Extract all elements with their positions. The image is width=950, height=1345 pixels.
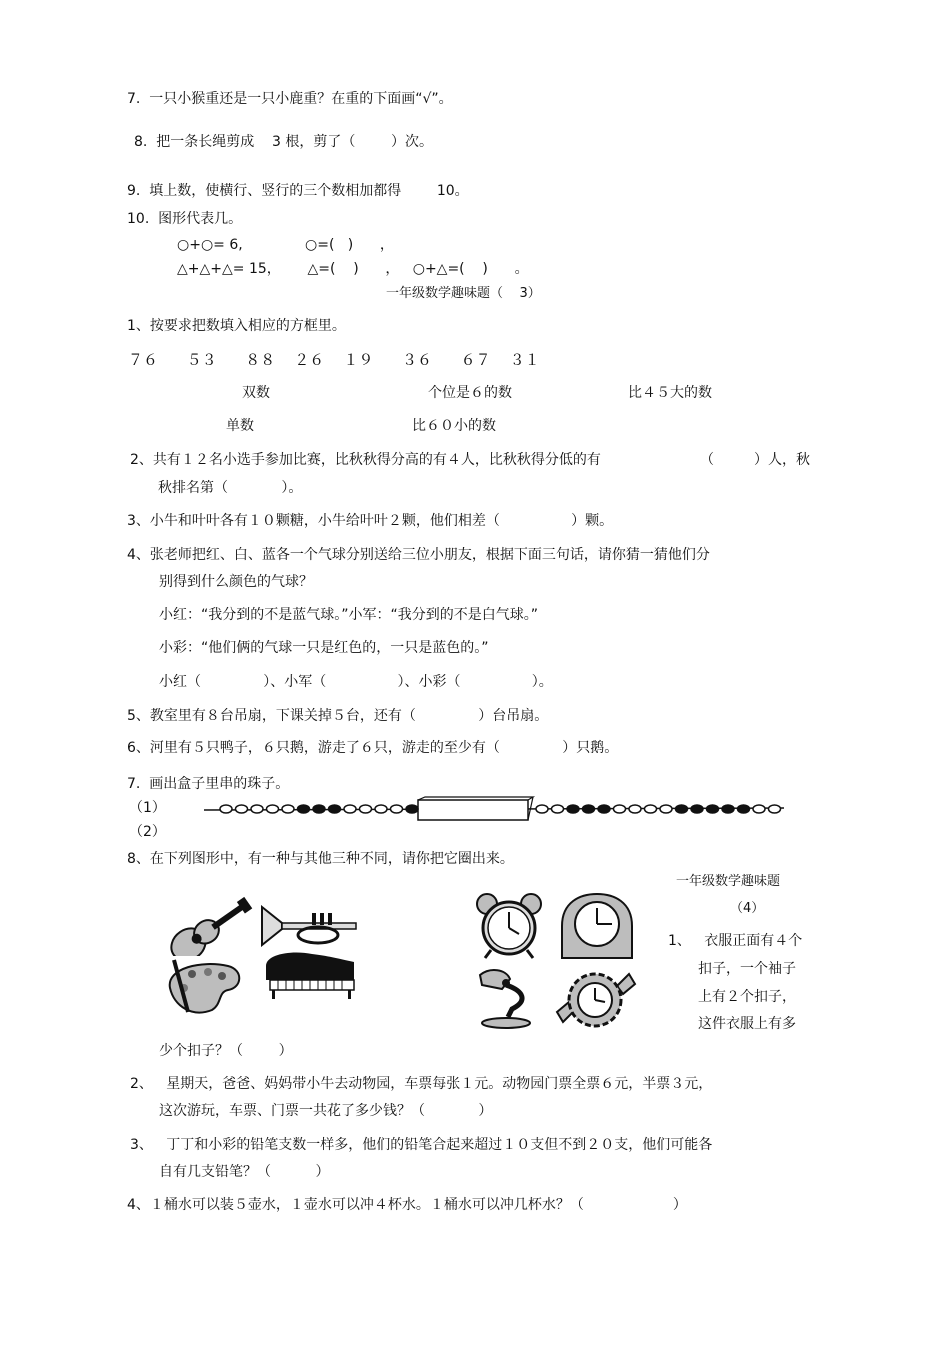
hollow-bead: [267, 805, 279, 813]
hollow-bead: [753, 805, 765, 813]
alarm-clock-icon: [473, 892, 545, 960]
trumpet-icon: [260, 905, 360, 947]
hollow-bead: [375, 805, 387, 813]
s4-question-3-line1: 3、 丁丁和小彩的铅笔支数一样多，他们的铅笔合起来超过１０支但不到２０支，他们可能各: [130, 1137, 713, 1153]
s3-number-list: ７６ ５３ ８８ ２６ １９ ３６ ６７ ３１: [128, 351, 540, 369]
hollow-bead: [360, 805, 372, 813]
s4-question-2-line2: 这次游玩，车票、门票一共花了多少钱？（ ）: [159, 1103, 493, 1119]
black-bead: [583, 805, 595, 813]
s3-question-3: 3、小牛和叶叶各有１０颗糖，小牛给叶叶２颗，他们相差（ ）颗。: [127, 513, 614, 529]
s3-question-2-line2: 秋排名第（ ）。: [158, 480, 303, 496]
piano-icon: [262, 950, 357, 1000]
palette-icon: [162, 958, 244, 1016]
s3-question-8: 8、在下列图形中，有一种与其他三种不同，请你把它圈出来。: [127, 851, 514, 867]
s3-question-4-line1: 4、张老师把红、白、蓝各一个气球分别送给三位小朋友，根据下面三句话，请你猜一猜他们分: [127, 547, 710, 563]
hollow-bead: [236, 805, 248, 813]
s3-question-6: 6、河里有５只鸭子，６只鹅，游走了６只，游走的至少有（ ）只鹅。: [127, 740, 619, 756]
question-7-monkey-deer: 7. 一只小猴重还是一只小鹿重？在重的下面画“√”。: [127, 91, 453, 107]
black-bead: [707, 805, 719, 813]
hollow-bead: [251, 805, 263, 813]
black-bead: [406, 805, 418, 813]
hollow-bead: [282, 805, 294, 813]
black-bead: [691, 805, 703, 813]
s3-question-4-line2: 别得到什么颜色的气球？: [159, 574, 313, 590]
box-label-less-60: 比６０小的数: [412, 418, 496, 434]
s3-question-7-part2: （2）: [129, 824, 166, 840]
desk-lamp-icon: [476, 967, 536, 1029]
question-9-sum-grid: 9. 填上数，使横行、竖行的三个数相加都得 10。: [127, 183, 469, 199]
s3-question-2-blank: （ ）人，秋: [700, 452, 811, 468]
s4-question-4: 4、１桶水可以装５壶水，１壶水可以冲４杯水。１桶水可以冲几杯水？（ ）: [127, 1197, 687, 1213]
hollow-bead: [645, 805, 657, 813]
hollow-bead: [552, 805, 564, 813]
black-bead: [738, 805, 750, 813]
s3-question-4-line3: 小红：“我分到的不是蓝气球。”小军：“我分到的不是白气球。”: [159, 607, 539, 623]
question-10-line1: ○+○= 6, ○=( ) ，: [177, 237, 394, 253]
black-bead: [313, 805, 325, 813]
black-bead: [722, 805, 734, 813]
s4-question-1-line4: 这件衣服上有多: [698, 1016, 796, 1032]
s3-question-7-part1: （1）: [129, 800, 166, 816]
s3-question-7: 7. 画出盒子里串的珠子。: [127, 776, 290, 792]
hollow-bead: [629, 805, 641, 813]
question-10-line2: △+△+△= 15， △=( ) ， ○+△=( ) 。: [177, 261, 529, 277]
hollow-bead: [344, 805, 356, 813]
black-bead: [676, 805, 688, 813]
question-8-rope: 8. 把一条长绳剪成 3 根，剪了（ ）次。: [134, 134, 434, 150]
hollow-bead: [391, 805, 403, 813]
box-label-even: 双数: [242, 385, 270, 401]
s4-question-1-line5: 少个扣子？（ ）: [159, 1043, 293, 1059]
wristwatch-icon: [555, 966, 637, 1030]
hollow-bead: [769, 805, 781, 813]
s4-question-1-line3: 上有２个扣子，: [698, 989, 796, 1005]
guitar-icon: [160, 888, 255, 956]
black-bead: [598, 805, 610, 813]
s3-question-2-line1: 2、共有１２名小选手参加比赛，比秋秋得分高的有４人，比秋秋得分低的有: [130, 452, 601, 468]
section-3-title: 一年级数学趣味题（ 3）: [386, 286, 541, 301]
box-label-greater-45: 比４５大的数: [628, 385, 712, 401]
black-bead: [298, 805, 310, 813]
s3-question-4-line5: 小红（ ）、小军（ ）、小彩（ ）。: [159, 674, 553, 690]
bead-string-diagram: [200, 796, 790, 826]
black-bead: [329, 805, 341, 813]
s4-question-2-line1: 2、 星期天，爸爸、妈妈带小牛去动物园，车票每张１元。动物园门票全票６元，半票３元，: [130, 1076, 713, 1092]
s4-question-3-line2: 自有几支铅笔？（ ）: [159, 1164, 330, 1180]
s4-question-1-line1: 1、 衣服正面有４个: [668, 933, 803, 949]
hollow-bead: [536, 805, 548, 813]
s3-question-4-line4: 小彩：“他们俩的气球一只是红色的，一只是蓝色的。”: [159, 640, 489, 656]
wall-clock-icon: [558, 892, 636, 960]
hollow-bead: [614, 805, 626, 813]
hollow-bead: [660, 805, 672, 813]
black-bead: [567, 805, 579, 813]
box-label-ones-six: 个位是６的数: [428, 385, 512, 401]
section-4-title: 一年级数学趣味题: [676, 874, 781, 889]
s3-question-1: 1、按要求把数填入相应的方框里。: [127, 318, 346, 334]
question-10-shapes: 10. 图形代表几。: [127, 211, 243, 227]
s3-question-5: 5、教室里有８台吊扇，下课关掉５台，还有（ ）台吊扇。: [127, 708, 549, 724]
section-4-title-number: （4）: [730, 901, 765, 916]
s4-question-1-line2: 扣子，一个袖子: [698, 961, 796, 977]
box-label-odd: 单数: [226, 418, 254, 434]
hollow-bead: [220, 805, 232, 813]
